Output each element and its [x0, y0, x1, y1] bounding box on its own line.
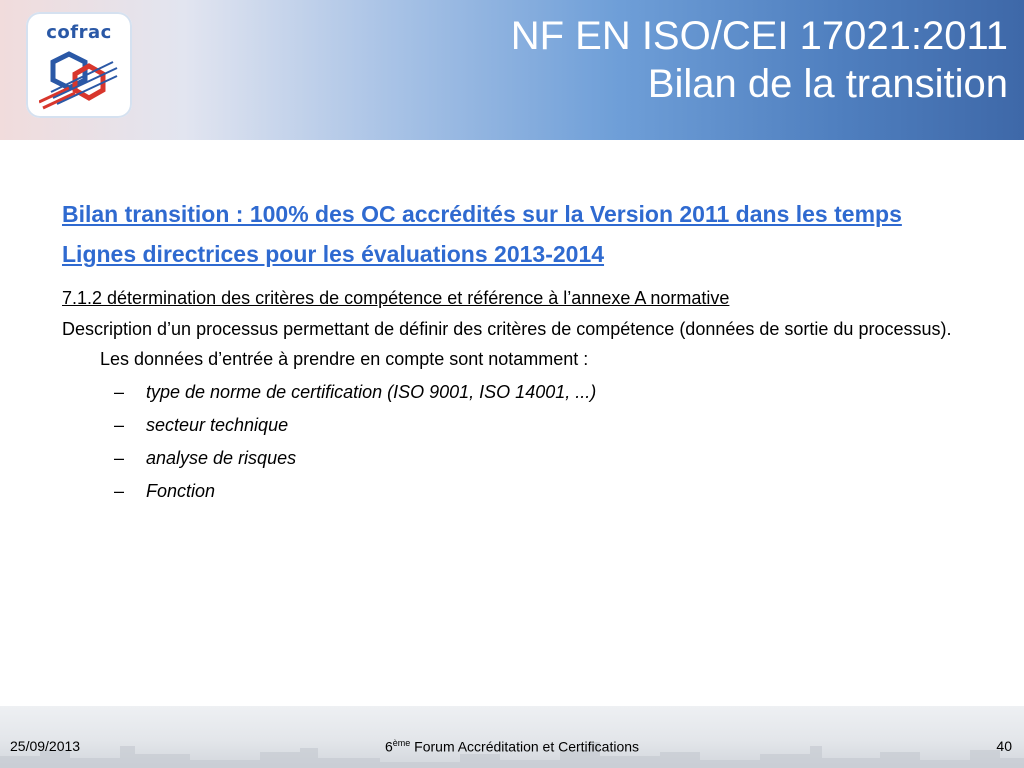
dash-icon: –: [114, 382, 125, 402]
footer-event-number: 6: [384, 738, 393, 755]
slide-title: [511, 12, 1008, 108]
logo-text: cofrac: [46, 22, 112, 43]
list-item: [62, 475, 972, 508]
dash-icon: –: [114, 415, 125, 435]
description-text: Description d’un processus permettant de définir des critères de compétence (données de sortie du processus).: [62, 319, 952, 339]
footer-event-sup: ème: [392, 738, 411, 748]
list-item: [62, 376, 972, 409]
list-item-text: Fonction: [146, 481, 216, 501]
list-item-text: secteur technique: [146, 415, 289, 435]
logo-emblem-icon: [39, 48, 119, 110]
heading-lignes-link[interactable]: Lignes directrices pour les évaluations 2013-2014: [62, 241, 605, 267]
footer-event: [0, 738, 1024, 755]
dash-icon: –: [114, 481, 125, 501]
footer-date: 25/09/2013: [10, 738, 81, 754]
inputs-intro: Les données d’entrée à prendre en compte sont notamment :: [100, 349, 589, 369]
slide-header: [0, 0, 1024, 140]
title-line-1: NF EN ISO/CEI 17021:2011: [510, 14, 1008, 58]
list-item-text: type de norme de certification (ISO 9001, ISO 14001, ...): [146, 382, 597, 402]
criteria-list: [62, 376, 972, 508]
list-item: [62, 442, 972, 475]
dash-icon: –: [114, 448, 125, 468]
title-line-2: Bilan de la transition: [647, 62, 1008, 106]
footer-page-number: 40: [996, 738, 1012, 754]
footer-event-text: Forum Accréditation et Certifications: [410, 738, 640, 755]
slide-content: [62, 198, 972, 508]
section-heading: 7.1.2 détermination des critères de compétence et référence à l’annexe A normative: [62, 288, 730, 308]
heading-bilan-link[interactable]: Bilan transition : 100% des OC accrédités sur la Version 2011 dans les temps: [62, 201, 902, 227]
list-item: [62, 409, 972, 442]
list-item-text: analyse de risques: [146, 448, 297, 468]
cofrac-logo: [26, 12, 132, 118]
slide-footer: [0, 706, 1024, 768]
